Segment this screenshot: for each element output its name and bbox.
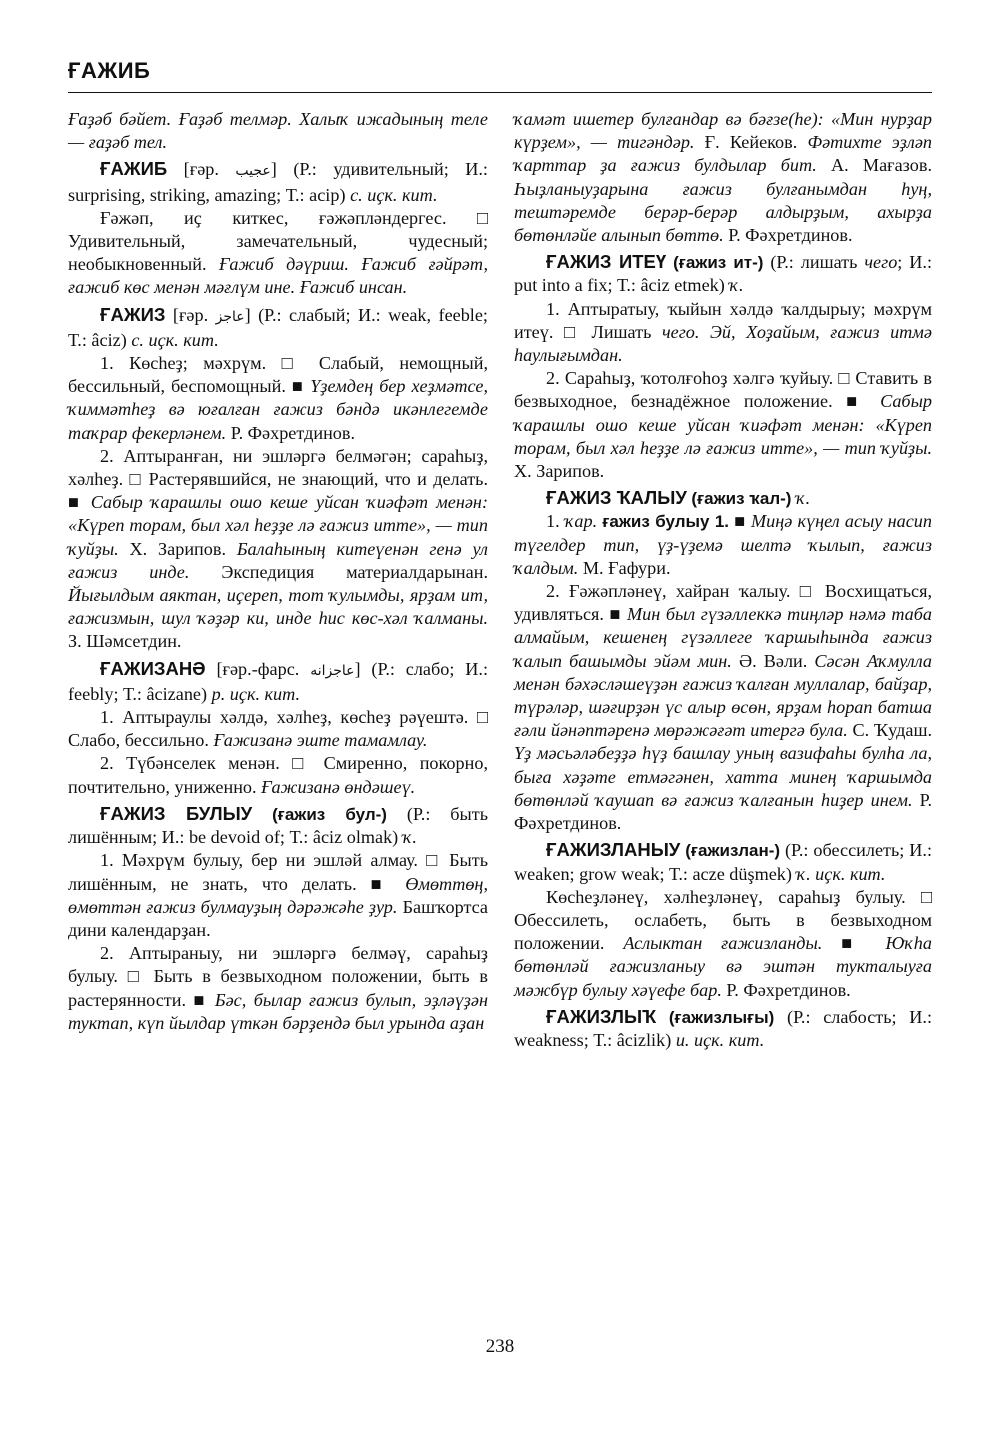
dictionary-paragraph: ҒАЖИЗЛЫҠ (ғажизлығы) (Р.: слабость; И.: weakness; Т.: âcizlik) и. иҫк. кит.: [514, 1005, 932, 1050]
dictionary-paragraph: ҒАЖИЗ БУЛЫУ (ғажиз бул-) (Р.: быть лишённым; И.: be devoid of; Т.: âciz olmak) ҡ.: [68, 802, 488, 848]
dictionary-paragraph: ҒАЖИБ [ғәр. عجیب] (Р.: удивительный; И.: surprising, striking, amazing; Т.: acip) с. иҫк. кит.: [68, 158, 488, 205]
right-column: [514, 108, 932, 1052]
dictionary-paragraph: ҒАЖИЗАНӘ [ғәр.-фарс. عاجزانه] (Р.: слабо; И.: feebly; Т.: âcizane) р. иҫк. кит.: [68, 657, 488, 704]
dictionary-paragraph: 1. ҡар. ғажиз булыу 1. ■ Миңә күңел асыу насип түгелдер тип, үҙ-үҙемә шелтә ҡылып, ғажиз ҡалдым. М. Ғафури.: [514, 511, 932, 578]
dictionary-paragraph: 1. Аптыратыу, ҡыйын хәлдә ҡалдырыу; мәхрүм итеү. □ Лишать чего. Эй, Хоҙайым, ғажиз итмә һаулығымдан.: [514, 298, 932, 366]
dictionary-paragraph: 2. Ғәжәпләнеү, хайран ҡалыу. □ Восхищаться, удивляться. ■ Мин был гүзәллеккә тиңләр нәмә таба алмайым, кешенең гүзәллеге ҡаршыһында ғажиз ҡалып башымды эйәм мин. Ә. Вәли. Сәсән Аҡмулла менән бәхәсләшеүҙән ғажиз ҡалған муллалар, байҙар, түрәләр, шәғирҙән үс алыр өсөн, ярҙам һорап батша ғәли йәнәптәренә мөрәжәғәт итергә була. С. Ҡудаш. Үҙ мәсьәләбеҙҙә һүҙ башлау уның вазифаһы булһа ла, быға хәҙәте етмәгәнен, хатта минең ҡаршымда бөтөнләй ҡаушап вә ғажиз ҡалғанын һиҙер инем. Р. Фәхретдинов.: [514, 581, 933, 834]
dictionary-paragraph: ҒАЖИЗ ҠАЛЫУ (ғажиз ҡал-) ҡ.: [546, 487, 811, 509]
dictionary-paragraph: Ғаҙәб бәйет. Ғаҙәб телмәр. Халыҡ ижадының теле — ғаҙәб тел.: [68, 109, 488, 153]
dictionary-paragraph: 2. Түбәнселек менән. □ Смиренно, покорно, почтительно, униженно. Ғажизанә өндәшеү.: [68, 753, 488, 797]
left-column: [68, 108, 488, 1035]
dictionary-paragraph: 2. Аптыраныу, ни эшләргә белмәү, сараһыҙ булыу. □ Быть в безвыходном положении, быть в растерянности. ■ Бәс, былар ғажиз булып, эҙләүҙән туктап, күп йылдар үткән бәрҙендә был урында аҙан: [68, 943, 488, 1033]
dictionary-paragraph: ҒАЖИЗ ИТЕҮ (ғажиз ит-) (Р.: лишать чего; И.: put into a fix; Т.: âciz etmek) ҡ.: [514, 251, 932, 296]
running-header: [68, 56, 932, 93]
header-title: ҒАЖИБ: [68, 58, 151, 83]
dictionary-paragraph: ҒАЖИЗЛАНЫУ (ғажизлан-) (Р.: обессилеть; И.: weaken; grow weak; Т.: acze düşmek) ҡ. иҫк. кит.: [514, 839, 933, 884]
dictionary-paragraph: 1. Мәхрүм булыу, бер ни эшләй алмау. □ Быть лишённым, не знать, что делать. ■ Өмөттөң, өмөттән ғажиз булмауҙың дәрәжәһе ҙур. Башҡортса дини календарҙан.: [68, 850, 488, 940]
page-number: 238: [485, 1336, 515, 1357]
dictionary-paragraph: ҡамәт ишетер булғандар вә бәғзе(һе): «Мин нурҙар күрҙем», — тигәндәр. Ғ. Кейеков. Фәтихте эҙләп ҡарттар ҙа ғажиз булдылар бит. А. Мағазов. Һыҙланыуҙарына ғажиз булғанымдан һуң, тештәремде берәр-берәр алдырҙым, ахырҙа бөтөнләйе алынып бөттө. Р. Фәхретдинов.: [514, 109, 933, 246]
dictionary-paragraph: Ғәжәп, иҫ киткес, ғәжәпләндергес. □ Удивительный, замечательный, чудесный; необыкновенный. Ғажиб дәүриш. Ғажиб ғәйрәт, ғажиб көс менән мәғлүм ине. Ғажиб инсан.: [68, 207, 489, 298]
dictionary-paragraph: 2. Сараһыҙ, ҡотолғоһоҙ хәлгә ҡуйыу. □ Ставить в безвыходное, безнадёжное положение. ■ Сабыр ҡарашлы ошо кеше уйсан ҡиәфәт менән: «Күреп торам, был хәл һеҙҙе лә ғажиз итте», — тип ҡуйҙы. Х. Зарипов.: [514, 368, 932, 482]
dictionary-paragraph: Көсһеҙләнеү, хәлһеҙләнеү, сараһыҙ булыу. □ Обессилеть, ослабеть, быть в безвыходном положении. Аслыктан ғажизланды. ■ Юҡһа бөтөнләй ғажизланыу вә эштән тукталыуға мәжбүр булыу хәүефе бар. Р. Фәхретдинов.: [514, 886, 932, 1000]
dictionary-paragraph: 1. Аптыраулы хәлдә, хәлһеҙ, көсһеҙ рәүештә. □ Слабо, бессильно. Ғажизанә эште тамамлау.: [68, 707, 488, 751]
dictionary-paragraph: ҒАЖИЗ [ғәр. عاجز] (Р.: слабый; И.: weak, feeble; Т.: âciz) с. иҫк. кит.: [68, 303, 488, 350]
dictionary-paragraph: 1. Көсһеҙ; мәхрүм. □ Слабый, немощный, бессильный, беспомощный. ■ Үҙемдең бер хеҙмәтсе, ҡиммәтһеҙ вә юғалған ғажиз бәндә икәнлегемде таҡрар фекерләнем. Р. Фәхретдинов.: [68, 353, 488, 443]
dictionary-paragraph: 2. Аптыранған, ни эшләргә белмәгән; сараһыҙ, хәлһеҙ. □ Растерявшийся, не знающий, что и делать. ■ Сабыр ҡарашлы ошо кеше уйсан ҡиәфәт менән: «Күреп торам, был хәл һеҙҙе лә ғажиз итте», — тип ҡуйҙы. Х. Зарипов. Балаһының китеүенән генә ул ғажиз инде. Экспедиция материалдарынан. Йығылдым аяктан, иҫереп, тот ҡулымды, ярҙам ит, ғажизмын, шул ҡәҙәр ки, инде һис көс-хәл ҡалманы. З. Шәмсетдин.: [68, 445, 488, 652]
